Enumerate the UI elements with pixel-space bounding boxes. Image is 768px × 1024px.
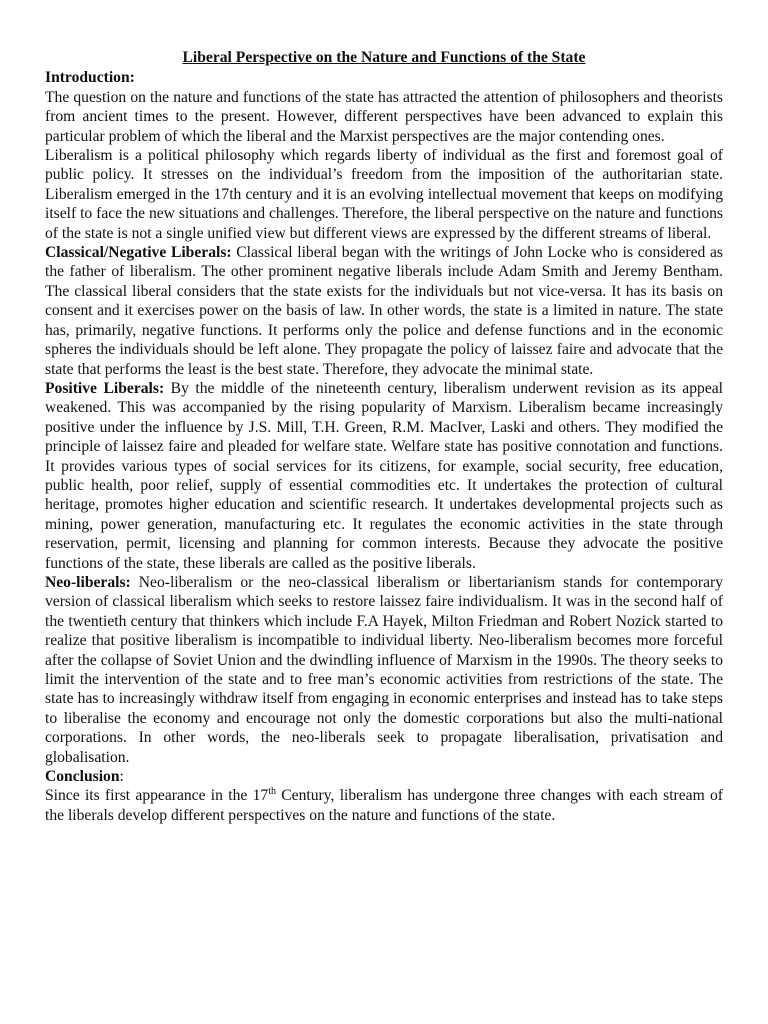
conclusion-text-after: Century, liberalism has undergone three changes with each stream of the liberals develop different perspectives on the nature and functions of the state. xyxy=(45,787,723,824)
introduction-paragraph-1: The question on the nature and functions of the state has attracted the attention of philosophers and theorists from ancient times to the present. However, different perspectives have been advanced to explain this particular problem of which the liberal and the Marxist perspectives are the major contending ones. xyxy=(45,88,723,145)
document-page xyxy=(45,48,723,825)
conclusion-colon: : xyxy=(119,768,124,786)
positive-liberals-label: Positive Liberals: xyxy=(45,379,165,397)
positive-liberals-text: By the middle of the nineteenth century, liberalism underwent revision as its appeal weakened. This was accompanied by the rising popularity of Marxism. Liberalism became increasingly positive under the influence by J.S. Mill, T.H. Green, R.M. MacIver, Laski and others. They modified the principle of laissez faire and pleaded for welfare state. Welfare state has positive connotation and functions. It provides various types of social services for its citizens, for example, social security, free education, public health, poor relief, supply of essential commodities etc. It undertakes the protection of cultural heritage, promotes higher education and scientific research. It undertakes developmental projects such as mining, power generation, manufacturing etc. It regulates the economic activities in the state through reservation, permit, licensing and planning for common interests. Because they advocate the positive functions of the state, these liberals are called as the positive liberals. xyxy=(45,379,723,572)
document-title: Liberal Perspective on the Nature and Functions of the State xyxy=(182,49,586,66)
neo-liberals-text: Neo-liberalism or the neo-classical liberalism or libertarianism stands for contemporary version of classical liberalism which seeks to restore laissez faire individualism. It was in the second half of the twentieth century that thinkers which include F.A Hayek, Milton Friedman and Robert Nozick started to realize that positive liberalism is incompatible to individual liberty. Neo-liberalism becomes more forceful after the collapse of Soviet Union and the dwindling influence of Marxism in the 1990s. The theory seeks to limit the intervention of the state and to free man’s economic activities from restrictions of the state. The state has to increasingly withdraw itself from engaging in economic enterprises and instead has to take steps to liberalise the economy and encourage not only the domestic corporations but also the multi-national corporations. In other words, the neo-liberals seek to propagate liberalisation, privatisation and globalisation. xyxy=(45,573,723,766)
classical-liberals-paragraph xyxy=(45,243,723,379)
conclusion-text-before: Since its first appearance in the 17 xyxy=(45,787,269,805)
introduction-heading: Introduction: xyxy=(45,69,135,87)
neo-liberals-paragraph xyxy=(45,573,723,767)
classical-liberals-label: Classical/Negative Liberals: xyxy=(45,244,232,262)
neo-liberals-label: Neo-liberals: xyxy=(45,573,131,591)
conclusion-heading-line xyxy=(45,767,723,786)
introduction-paragraph-2: Liberalism is a political philosophy which regards liberty of individual as the first and foremost goal of public policy. It stresses on the individual’s freedom from the imposition of the authoritarian state. Liberalism emerged in the 17th century and it is an evolving intellectual movement that keeps on modifying itself to face the new situations and challenges. Therefore, the liberal perspective on the nature and functions of the state is not a single unified view but different views are expressed by the different streams of liberal. xyxy=(45,147,723,242)
classical-liberals-text: Classical liberal began with the writings of John Locke who is considered as the father of liberalism. The other prominent negative liberals include Adam Smith and Jeremy Bentham. The classical liberal considers that the state exists for the individuals but not vice-versa. It has its basis on consent and it exercises power on the basis of law. In other words, the state is a limited in nature. The state has, primarily, negative functions. It performs only the police and defense functions and in the economic spheres the individuals should be left alone. They propagate the policy of laissez faire and advocate that the state that performs the least is the best state. Therefore, they advocate the minimal state. xyxy=(45,244,723,378)
positive-liberals-paragraph xyxy=(45,379,723,573)
conclusion-heading: Conclusion xyxy=(45,768,120,786)
conclusion-paragraph xyxy=(45,786,723,825)
conclusion-superscript: th xyxy=(268,786,276,798)
